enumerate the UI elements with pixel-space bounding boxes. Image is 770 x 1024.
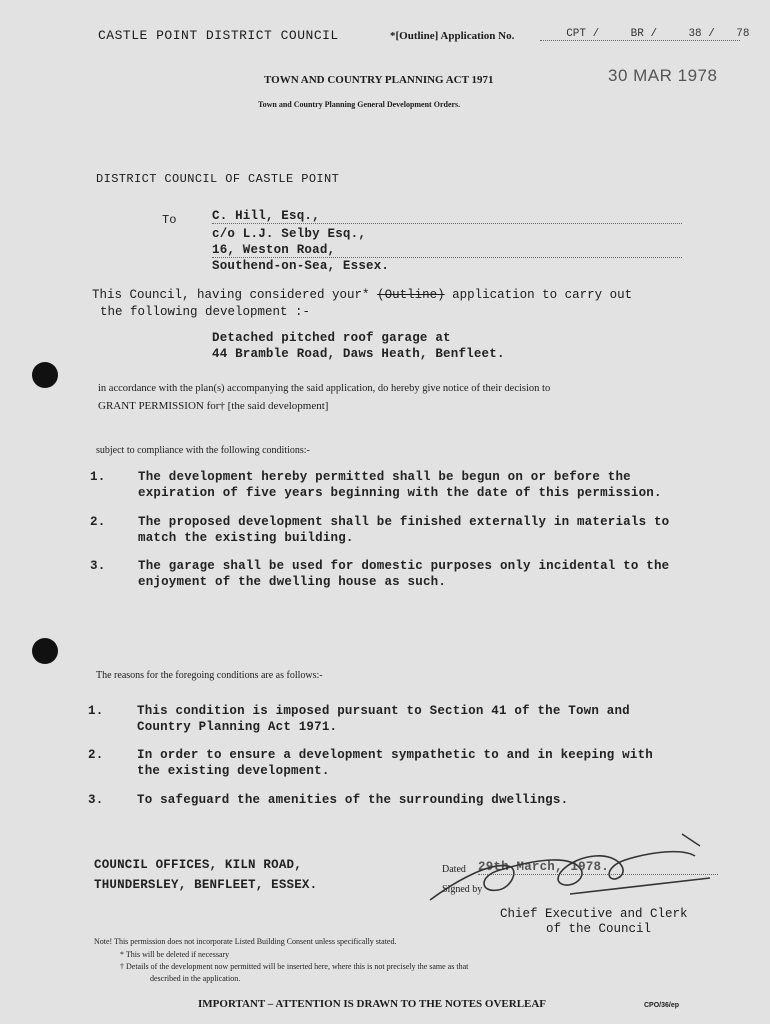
intro-line-1-a: This Council, having considered your* bbox=[92, 288, 370, 302]
reason-3-line-1: To safeguard the amenities of the surrounding dwellings. bbox=[137, 793, 569, 807]
signatory-title-line-2: of the Council bbox=[546, 922, 652, 936]
signature-graphic bbox=[420, 828, 720, 918]
dated-label: Dated bbox=[442, 864, 466, 875]
reason-2-line-1: In order to ensure a development sympathetic to and in keeping with bbox=[137, 748, 653, 762]
decision-line-2: GRANT PERMISSION for† [the said development] bbox=[98, 400, 329, 412]
addressee-line-1: C. Hill, Esq., bbox=[212, 209, 682, 224]
dated-value: 29th March, 1978. bbox=[478, 860, 718, 875]
intro-line-1-b: application to carry out bbox=[452, 288, 633, 302]
intro-line-1 bbox=[92, 288, 632, 302]
reasons-intro: The reasons for the foregoing conditions are as follows:- bbox=[96, 670, 323, 681]
application-label: *[Outline] Application No. bbox=[390, 30, 515, 42]
authority-heading: DISTRICT COUNCIL OF CASTLE POINT bbox=[96, 172, 340, 186]
application-number-part1: CPT bbox=[566, 28, 586, 40]
application-number-part3: 38 bbox=[688, 28, 702, 40]
condition-number-3: 3. bbox=[90, 559, 106, 573]
condition-number-2: 2. bbox=[90, 515, 106, 529]
punch-hole-top bbox=[32, 362, 58, 388]
conditions-intro: subject to compliance with the following conditions:- bbox=[96, 445, 310, 456]
signed-by-label: Signed by bbox=[442, 884, 483, 895]
reason-1-line-1: This condition is imposed pursuant to Section 41 of the Town and bbox=[137, 704, 630, 718]
decision-line-1: in accordance with the plan(s) accompanying the said application, do hereby give notice of their decision to bbox=[98, 383, 551, 394]
note-asterisk-line: * This will be deleted if necessary bbox=[120, 950, 230, 959]
important-notice: IMPORTANT – ATTENTION IS DRAWN TO THE NOTES OVERLEAF bbox=[198, 998, 547, 1010]
date-stamp: 30 MAR 1978 bbox=[608, 66, 718, 85]
condition-number-1: 1. bbox=[90, 470, 106, 484]
application-number-part2: BR bbox=[630, 28, 644, 40]
condition-2-line-1: The proposed development shall be finished externally in materials to bbox=[138, 515, 670, 529]
application-number-part4: 78 bbox=[736, 28, 750, 40]
condition-1-line-1: The development hereby permitted shall be begun on or before the bbox=[138, 470, 631, 484]
punch-hole-bottom bbox=[32, 638, 58, 664]
council-name: CASTLE POINT DISTRICT COUNCIL bbox=[98, 28, 339, 43]
reason-2-line-2: the existing development. bbox=[137, 764, 330, 778]
office-address-line-1: COUNCIL OFFICES, KILN ROAD, bbox=[94, 858, 302, 872]
form-reference: CPO/36/ep bbox=[644, 1002, 680, 1009]
orders-subtitle: Town and Country Planning General Development Orders. bbox=[258, 100, 461, 109]
reason-number-3: 3. bbox=[88, 793, 104, 807]
note-line: Note! This permission does not incorporate Listed Building Consent unless specifically stated. bbox=[94, 937, 397, 946]
to-label: To bbox=[162, 213, 177, 227]
condition-3-line-2: enjoyment of the dwelling house as such. bbox=[138, 575, 447, 589]
condition-1-line-2: expiration of five years beginning with the date of this permission. bbox=[138, 486, 662, 500]
addressee-line-4: Southend-on-Sea, Essex. bbox=[212, 259, 390, 273]
addressee-line-2: c/o L.J. Selby Esq., bbox=[212, 227, 367, 241]
act-title: TOWN AND COUNTRY PLANNING ACT 1971 bbox=[264, 74, 494, 86]
intro-struck-word: (Outline) bbox=[377, 288, 445, 302]
reason-1-line-2: Country Planning Act 1971. bbox=[137, 720, 338, 734]
note-dagger-line-2: described in the application. bbox=[150, 974, 241, 983]
intro-line-2: the following development :- bbox=[100, 305, 311, 319]
condition-2-line-2: match the existing building. bbox=[138, 531, 354, 545]
development-line-2: 44 Bramble Road, Daws Heath, Benfleet. bbox=[212, 347, 505, 361]
development-line-1: Detached pitched roof garage at bbox=[212, 331, 451, 345]
office-address-line-2: THUNDERSLEY, BENFLEET, ESSEX. bbox=[94, 878, 318, 892]
note-dagger-line-1: † Details of the development now permitted will be inserted here, where this is not precisely the same as that bbox=[120, 962, 469, 971]
application-number: CPT / BR / 38 / 78 bbox=[540, 28, 740, 41]
reason-number-1: 1. bbox=[88, 704, 104, 718]
condition-3-line-1: The garage shall be used for domestic purposes only incidental to the bbox=[138, 559, 670, 573]
signatory-title-line-1: Chief Executive and Clerk bbox=[500, 907, 688, 921]
reason-number-2: 2. bbox=[88, 748, 104, 762]
addressee-line-3: 16, Weston Road, bbox=[212, 243, 682, 258]
